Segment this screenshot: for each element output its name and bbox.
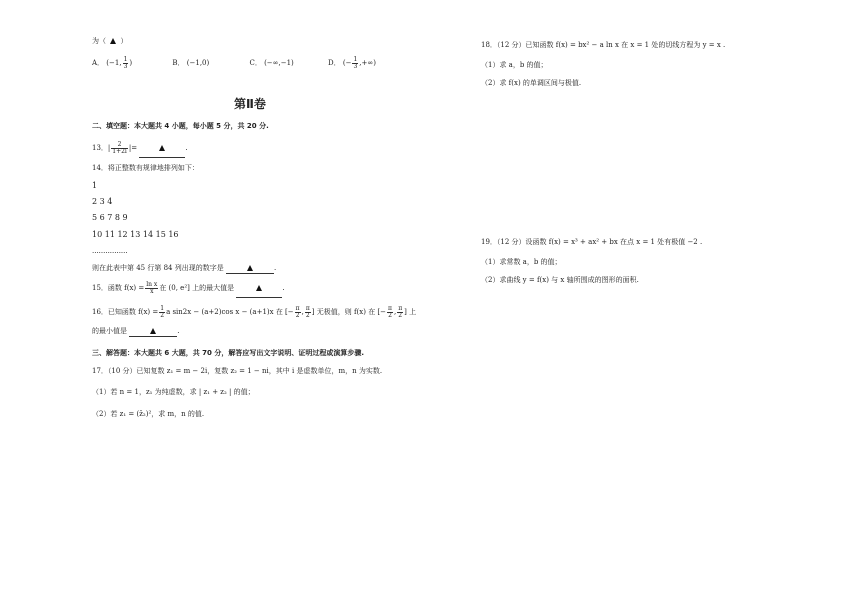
option-d-post: ,+∞) — [359, 59, 376, 67]
q12-tail-prefix: 为（ — [92, 37, 106, 45]
answer-heading: 三、解答题：本大题共 6 大题，共 70 分，解答应写出文字说明、证明过程或演算步骤. — [92, 349, 365, 357]
q16-end: ] 上 — [404, 308, 417, 316]
q16-pi-frac-1 — [295, 306, 301, 319]
q14-ask-pre: 则在此表中第 45 行第 84 列出现的数字是 — [92, 264, 224, 272]
q12-tail — [92, 36, 127, 46]
option-d-den: 3 — [353, 62, 358, 70]
question-15 — [92, 279, 285, 298]
q16-answer-blank[interactable] — [129, 326, 180, 337]
q16-mid2: , — [301, 308, 304, 316]
q17-part1: （1）若 n = 1，z₁ 为纯虚数，求 | z₁ + z₂ | 的值； — [92, 388, 255, 396]
q16-line2-end: . — [177, 327, 180, 335]
q14-question — [92, 263, 276, 274]
q17-part2: （2）若 z₁ = (z̄₂)²，求 m，n 的值. — [92, 410, 205, 418]
q13-end: . — [185, 144, 188, 152]
answer-blank-triangle-icon — [159, 145, 165, 151]
q18-part1: （1）求 a，b 的值； — [481, 61, 548, 69]
q16-mid3: ] 无极值，则 f(x) 在 [− — [311, 308, 387, 316]
q16-two4: 2 — [398, 311, 403, 319]
option-b-label: B． — [172, 59, 185, 67]
question-14: 14．将正整数有规律地排列如下： — [92, 164, 199, 172]
option-b-value: (−1,0) — [186, 59, 210, 67]
option-a — [92, 55, 134, 70]
sequence-row-2: 2 3 4 — [92, 197, 113, 206]
q16-line2 — [92, 326, 179, 337]
sequence-ellipsis: ................ — [92, 247, 128, 255]
q13-label: 13．| — [92, 144, 111, 152]
sequence-row-3: 5 6 7 8 9 — [92, 213, 128, 222]
q16-fraction — [159, 306, 165, 319]
q16-two2: 2 — [305, 311, 310, 319]
q16-pi-frac-2 — [305, 306, 311, 319]
option-c — [249, 59, 296, 67]
q16-pi-frac-3 — [387, 306, 393, 319]
q14-ask-end: . — [273, 264, 277, 272]
part2-title: 第Ⅱ卷 — [234, 97, 266, 111]
q16-pre: 16．已知函数 f(x) = — [92, 308, 159, 316]
q16-two1: 2 — [295, 311, 300, 319]
q16-pi1: π — [295, 304, 300, 312]
option-d-fraction — [352, 57, 358, 70]
option-d-label: D． — [328, 59, 341, 67]
sequence-row-4: 10 11 12 13 14 15 16 — [92, 230, 179, 239]
q16-mid1: a sin2x − (a+2)cos x − (a+1)x 在 [− — [166, 308, 294, 316]
q13-fraction — [111, 142, 128, 155]
option-d — [328, 55, 376, 70]
fill-in-heading: 二、填空题：本大题共 4 小题，每小题 5 分，共 20 分. — [92, 122, 269, 130]
q15-fraction — [145, 282, 158, 295]
q16-pi3: π — [388, 304, 392, 312]
q13-num: 2 — [111, 142, 128, 149]
option-c-value: (−∞,−1) — [264, 59, 294, 67]
q16-pi2: π — [305, 304, 310, 312]
q16-den: 2 — [160, 311, 165, 319]
question-13 — [92, 139, 188, 158]
option-d-num: 1 — [353, 55, 358, 63]
q13-mid: |= — [128, 144, 138, 152]
q15-post: 在 (0, e²] 上的最大值是 — [159, 284, 235, 292]
answer-blank-triangle-icon — [256, 285, 262, 291]
q15-end: . — [282, 284, 285, 292]
q13-answer-blank[interactable] — [139, 139, 188, 158]
q16-line2-pre: 的最小值是 — [92, 327, 127, 335]
q16-two3: 2 — [388, 311, 392, 319]
q12-tail-suffix: ） — [120, 37, 128, 45]
answer-blank-triangle-icon — [247, 265, 253, 271]
question-19: 19．（12 分）设函数 f(x) = x³ + ax² + bx 在点 x = 1 处有极值 −2 . — [481, 238, 703, 246]
q18-part2: （2）求 f(x) 的单调区间与极值. — [481, 79, 582, 87]
question-16 — [92, 303, 416, 321]
option-a-fraction — [123, 57, 129, 70]
question-17: 17．（10 分）已知复数 z₁ = m − 2i，复数 z₂ = 1 − ni，其中 i 是虚数单位，m，n 为实数. — [92, 367, 383, 375]
q13-den: 1+2i — [112, 147, 127, 155]
q16-num: 1 — [160, 304, 165, 312]
q15-den: x — [150, 287, 154, 295]
q16-pi4: π — [398, 304, 403, 312]
option-c-label: C． — [249, 59, 262, 67]
question-18: 18．（12 分）已知函数 f(x) = bx² − a ln x 在 x = 1 处的切线方程为 y = x . — [481, 41, 726, 49]
option-a-label: A． — [92, 59, 105, 67]
q19-part1: （1）求常数 a，b 的值； — [481, 258, 562, 266]
option-a-pre: (−1, — [106, 59, 122, 67]
option-a-post: ) — [129, 59, 133, 67]
sequence-row-1: 1 — [92, 181, 98, 190]
option-d-pre: (− — [342, 59, 352, 67]
q12-options — [92, 56, 376, 70]
q19-part2: （2）求曲线 y = f(x) 与 x 轴所围成的图形的面积. — [481, 276, 639, 284]
q15-num: ln x — [146, 280, 158, 288]
q15-answer-blank[interactable] — [236, 279, 285, 298]
answer-blank-triangle-icon — [110, 38, 116, 44]
q15-pre: 15．函数 f(x) = — [92, 284, 145, 292]
q16-pi-frac-4 — [397, 306, 403, 319]
q14-answer-blank[interactable] — [226, 263, 277, 274]
option-b — [172, 59, 211, 67]
q16-mid4: , — [393, 308, 397, 316]
option-a-num: 1 — [123, 55, 128, 63]
option-a-den: 3 — [123, 62, 128, 70]
answer-blank-triangle-icon — [150, 328, 156, 334]
